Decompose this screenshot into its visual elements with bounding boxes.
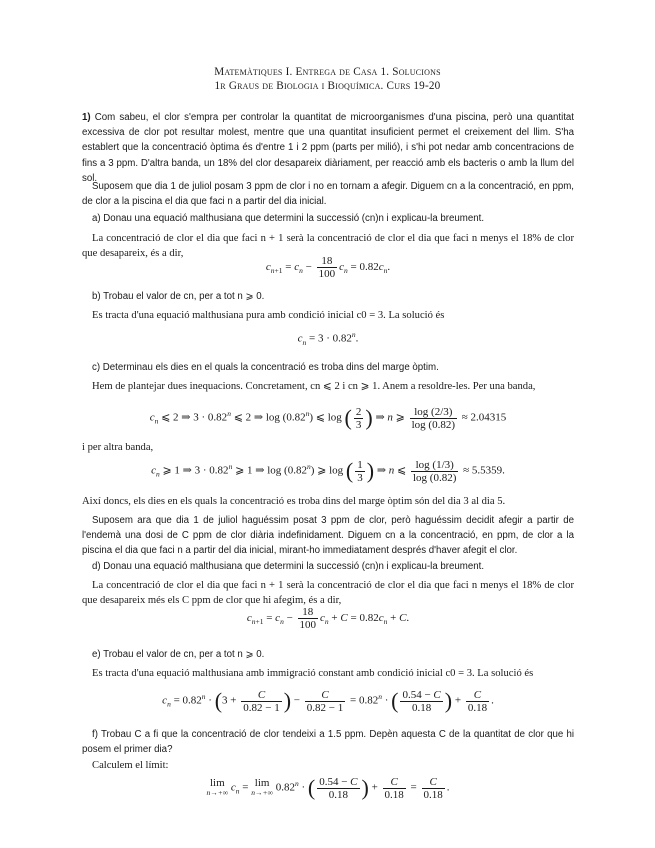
- intro-text: Com sabeu, el clor s'empra per controlar la quantitat de microorganismes d'una piscina, però una quantitat excessiva de clor pot resultar molest, mentre que una quantitat insuficient permet el creixement del llim. S'ha establert que la concentració òptima és d'entre 1 i 2 ppm (parts per milió), i s'hi pot nedar amb concentracions de fins a 3 ppm. D'altra banda, un 18% del clor desapareix diàriament, per reacció amb els bacteris o amb la llum del sol.: [82, 112, 574, 184]
- problem-intro: [82, 110, 574, 186]
- setup-paragraph-2: Suposem ara que dia 1 de juliol haguéssim posat 3 ppm de clor, però haguéssim decidit afegir a partir de l'endemà una dosi de C ppm de clor diària indefinidament. Diguem cn a la concentració, en ppm, de clor a la piscina el dia que faci n a partir del dia inicial, mirant-ho immediatament després d'haver afegit el clor.: [82, 515, 574, 557]
- document-subtitle: 1r Graus de Biologia i Bioquímica. Curs 19-20: [214, 80, 441, 92]
- answer-f: Calculem el límit:: [92, 760, 169, 771]
- document-title: Matemàtiques I. Entrega de Casa 1. Solucions: [214, 66, 441, 78]
- question-c: c) Determinau els dies en el quals la concentració es troba dins del marge òptim.: [92, 362, 439, 373]
- equation-f: lim n→+∞ $c_n = \lim$ n→+∞ $0.82^n$ · ( $\frac{0.54 - C}{0.18}$ ) + $\frac{C}{0.18}$ = $\frac{C}{0.18}$ .: [206, 775, 450, 801]
- answer-c-conclusion: Així doncs, els dies en els quals la concentració es troba dins del marge òptim són del dia 3 al dia 5.: [82, 496, 506, 507]
- question-f: f) Trobau C a fi que la concentració de clor tendeixi a 1.5 ppm. Depèn aquesta C de la quantitat de clor que hi posem el primer dia?: [82, 729, 574, 756]
- equation-c1: $c_n$ ⩽ 2 ⇒ $3 \cdot 0.82^n$ ⩽ 2 ⇒ log (0.82$^n$) ⩽ log ( $\frac{2}{3}$ ) ⇒ n ⩾ $\frac{\log (2/3)}{\log (0.82)}$ ≈ 2.04315: [149, 405, 507, 431]
- equation-c2: $c_n$ ⩾ 1 ⇒ $3 \cdot 0.82^n$ ⩾ 1 ⇒ log (0.82$^n$) ⩾ log ( $\frac{1}{3}$ ) ⇒ n ⩽ $\frac{\log (1/3)}{\log (0.82)}$ ≈ 5.5359.: [151, 458, 505, 484]
- question-e: e) Trobau el valor de cn, per a tot n ⩾ 0.: [92, 649, 265, 660]
- answer-c-intro: Hem de plantejar dues inequacions. Concretament, cn ⩽ 2 i cn ⩾ 1. Anem a resoldre-les. Per una banda,: [92, 381, 536, 392]
- question-d: d) Donau una equació malthusiana que determini la successió (cn)n i explicau-la breument.: [92, 561, 485, 572]
- question-b: b) Trobau el valor de cn, per a tot n ⩾ 0.: [92, 291, 265, 302]
- answer-d: La concentració de clor el dia que faci n + 1 serà la concentració de clor el dia que faci n menys el 18% de clor que desapareix més els C ppm de clor que hi afegim, és a dir,: [82, 580, 574, 607]
- answer-a: La concentració de clor el dia que faci n + 1 serà la concentració de clor el dia que faci n menys el 18% de clor que desapareix, és a dir,: [82, 233, 574, 260]
- problem-number: 1): [82, 112, 91, 123]
- answer-e: Es tracta d'una equació malthusiana amb immigració constant amb condició inicial c0 = 3. La solució és: [92, 668, 534, 679]
- answer-b: Es tracta d'una equació malthusiana pura amb condició inicial c0 = 3. La solució és: [92, 310, 445, 321]
- equation-a: $c_{n+1} = c_n$ − $\frac{18}{100}$ $c_n = 0.82c_n$.: [265, 255, 391, 280]
- equation-d: $c_{n+1} = c_n$ − $\frac{18}{100}$ $c_n + C = 0.82c_n + C$.: [246, 606, 410, 631]
- question-a: a) Donau una equació malthusiana que determini la successió (cn)n i explicau-la breument.: [92, 213, 485, 224]
- equation-b: $c_n = 3 \cdot 0.82^n$.: [297, 330, 359, 347]
- setup-paragraph-1: Suposem que dia 1 de juliol posam 3 ppm de clor i no en tornam a afegir. Diguem cn a la concentració, en ppm, de clor a la piscina el dia que faci n a partir del dia inicial.: [82, 181, 574, 208]
- equation-e: $c_n = 0.82^n \cdot (3$ + $\frac{C}{0.82 - 1}$ ) − $\frac{C}{0.82 - 1}$ = $0.82^n$ · ( $\frac{0.54 - C}{0.18}$ ) + $\frac{C}{0.18}$ .: [162, 688, 494, 714]
- answer-c-middle: i per altra banda,: [82, 442, 154, 453]
